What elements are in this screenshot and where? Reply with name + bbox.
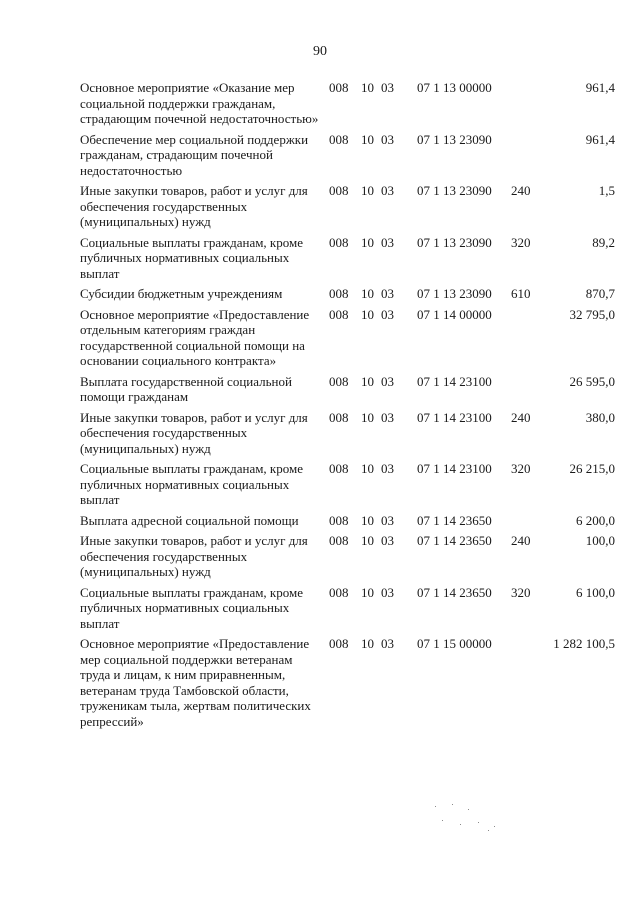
target-article-code: 07 1 13 23090 [417,286,492,301]
glava-code: 008 [329,461,349,476]
target-article-code: 07 1 14 23100 [417,373,492,389]
amount: 961,4 [585,131,615,147]
amount: 26 595,0 [569,373,615,389]
glava-code: 008 [329,80,349,95]
table-row [80,461,615,508]
target-article-code: 07 1 13 23090 [417,183,492,198]
podrazdel-code: 03 [381,584,394,600]
amount: 32 795,0 [569,306,615,322]
table-row [80,80,615,127]
expense-name: Иные закупки товаров, работ и услуг для обеспечения государственных (муниципальных) нужд [80,409,308,456]
target-article-code: 07 1 14 23100 [417,461,492,476]
expense-type-code: 240 [511,409,531,425]
podrazdel-code: 03 [381,131,394,147]
razdel-code: 10 [361,234,374,250]
expense-type-code: 610 [511,286,531,301]
expense-name: Основное мероприятие «Предоставление отдельным категориям граждан государственной социальной помощи на основании социального контракта» [80,306,310,368]
glava-code: 008 [329,286,349,301]
amount: 100,0 [585,533,615,548]
table-body [80,80,615,729]
razdel-code: 10 [361,131,374,147]
expense-name: Субсидии бюджетным учреждениям [80,286,283,301]
razdel-code: 10 [361,461,374,476]
podrazdel-code: 03 [381,183,394,198]
podrazdel-code: 03 [381,409,394,425]
table-row [80,585,615,632]
podrazdel-code: 03 [381,512,394,528]
amount: 1 282 100,5 [553,636,615,651]
amount: 1,5 [598,183,615,198]
table-row [80,410,615,457]
target-article-code: 07 1 13 23090 [417,234,492,250]
expense-name: Выплата государственной социальной помощи гражданам [80,373,292,404]
budget-table [80,80,615,734]
amount: 26 215,0 [569,461,615,476]
glava-code: 008 [329,584,349,600]
amount: 89,2 [592,234,615,250]
amount: 961,4 [585,80,615,95]
table-row [80,307,615,369]
expense-name: Иные закупки товаров, работ и услуг для обеспечения государственных (муниципальных) нужд [80,183,308,229]
table-row [80,183,615,230]
podrazdel-code: 03 [381,373,394,389]
amount: 6 100,0 [576,584,615,600]
podrazdel-code: 03 [381,80,394,95]
glava-code: 008 [329,306,349,322]
target-article-code: 07 1 13 00000 [417,80,492,95]
razdel-code: 10 [361,584,374,600]
target-article-code: 07 1 13 23090 [417,131,492,147]
podrazdel-code: 03 [381,286,394,301]
glava-code: 008 [329,234,349,250]
podrazdel-code: 03 [381,306,394,322]
podrazdel-code: 03 [381,234,394,250]
amount: 380,0 [585,409,615,425]
target-article-code: 07 1 14 23650 [417,512,492,528]
scan-noise [430,800,500,840]
expense-type-code: 320 [511,234,531,250]
table-row [80,533,615,580]
razdel-code: 10 [361,533,374,548]
razdel-code: 10 [361,409,374,425]
razdel-code: 10 [361,636,374,651]
glava-code: 008 [329,183,349,198]
glava-code: 008 [329,533,349,548]
target-article-code: 07 1 14 00000 [417,306,492,322]
glava-code: 008 [329,409,349,425]
expense-type-code: 320 [511,584,531,600]
target-article-code: 07 1 14 23650 [417,584,492,600]
amount: 870,7 [585,286,615,301]
table-row [80,132,615,179]
expense-name: Социальные выплаты гражданам, кроме публичных нормативных социальных выплат [80,234,303,281]
expense-name: Обеспечение мер социальной поддержки гражданам, страдающим почечной недостаточностью [80,131,309,178]
expense-type-code: 320 [511,461,531,476]
expense-type-code: 240 [511,183,531,198]
glava-code: 008 [329,512,349,528]
glava-code: 008 [329,373,349,389]
table-row [80,374,615,405]
table-row [80,513,615,529]
table-row [80,235,615,282]
razdel-code: 10 [361,306,374,322]
expense-name: Социальные выплаты гражданам, кроме публичных нормативных социальных выплат [80,461,303,507]
amount: 6 200,0 [576,512,615,528]
razdel-code: 10 [361,512,374,528]
target-article-code: 07 1 14 23650 [417,533,492,548]
expense-name: Социальные выплаты гражданам, кроме публичных нормативных социальных выплат [80,584,303,631]
expense-name: Основное мероприятие «Предоставление мер социальной поддержки ветеранам труда и лицам, к ним приравненным, ветеранам труда Тамбовской области, труженикам тыла, жертвам политических репрессий» [80,636,311,729]
razdel-code: 10 [361,183,374,198]
target-article-code: 07 1 15 00000 [417,636,492,651]
razdel-code: 10 [361,80,374,95]
razdel-code: 10 [361,373,374,389]
table-row [80,286,615,302]
razdel-code: 10 [361,286,374,301]
glava-code: 008 [329,636,349,651]
target-article-code: 07 1 14 23100 [417,409,492,425]
podrazdel-code: 03 [381,461,394,476]
podrazdel-code: 03 [381,636,394,651]
expense-name: Выплата адресной социальной помощи [80,512,299,528]
table-row [80,636,615,729]
page-number: 90 [313,44,327,59]
expense-name: Основное мероприятие «Оказание мер социальной поддержки гражданам, страдающим почечной недостаточностью» [80,80,319,126]
expense-name: Иные закупки товаров, работ и услуг для обеспечения государственных (муниципальных) нужд [80,533,308,579]
expense-type-code: 240 [511,533,531,548]
podrazdel-code: 03 [381,533,394,548]
glava-code: 008 [329,131,349,147]
